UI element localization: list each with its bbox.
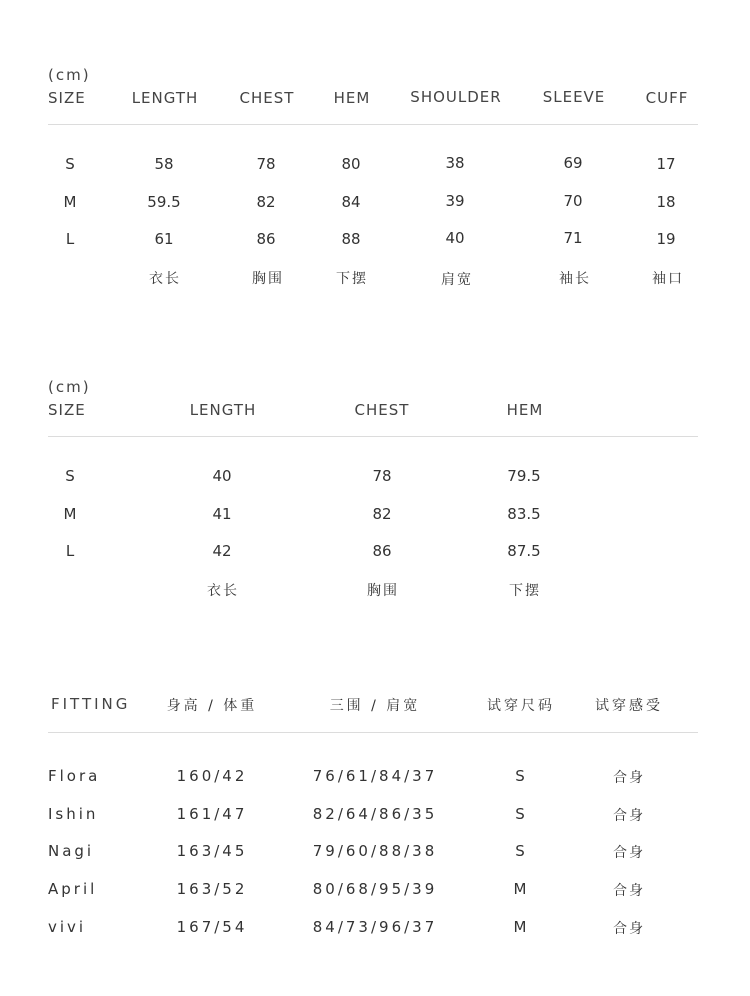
try-size: S bbox=[515, 805, 525, 823]
table-cell: 70 bbox=[563, 192, 583, 210]
table-cell: 82 bbox=[372, 505, 392, 523]
header-chest: CHEST bbox=[354, 401, 410, 419]
table-cell: 88 bbox=[341, 230, 361, 248]
table-cell: 69 bbox=[563, 154, 583, 172]
try-feel: 合身 bbox=[613, 883, 645, 899]
header-size: SIZE bbox=[48, 401, 86, 419]
try-size: M bbox=[513, 880, 527, 898]
table-cell: 82 bbox=[256, 193, 276, 211]
table-cell: 40 bbox=[212, 467, 232, 485]
table-cell: 78 bbox=[256, 155, 276, 173]
unit-label: (cm) bbox=[48, 378, 91, 396]
table-cell: 87.5 bbox=[507, 542, 541, 560]
header-hem: HEM bbox=[506, 401, 544, 419]
height-weight: 163/52 bbox=[176, 880, 248, 898]
model-name: vivi bbox=[48, 918, 87, 936]
table-cell: 40 bbox=[445, 229, 465, 247]
header-length: LENGTH bbox=[189, 401, 257, 419]
cn-label: 胸围 bbox=[252, 271, 284, 287]
try-size: M bbox=[513, 918, 527, 936]
table-cell: 18 bbox=[656, 193, 676, 211]
table-cell: M bbox=[63, 505, 77, 523]
table-cell: 17 bbox=[656, 155, 676, 173]
try-size: S bbox=[515, 767, 525, 785]
table-cell: 19 bbox=[656, 230, 676, 248]
header-cuff: CUFF bbox=[645, 89, 689, 107]
table-cell: L bbox=[65, 542, 75, 560]
cn-label: 衣长 bbox=[207, 583, 239, 599]
header-length: LENGTH bbox=[131, 89, 199, 107]
cn-label: 下摆 bbox=[336, 271, 368, 287]
table-cell: S bbox=[65, 467, 75, 485]
header-shoulder: SHOULDER bbox=[410, 88, 502, 106]
height-weight: 161/47 bbox=[176, 805, 248, 823]
table-cell: 41 bbox=[212, 505, 232, 523]
table-cell: 42 bbox=[212, 542, 232, 560]
table-cell: S bbox=[65, 155, 75, 173]
header-size: SIZE bbox=[48, 89, 86, 107]
table-cell: 78 bbox=[372, 467, 392, 485]
model-name: April bbox=[48, 880, 98, 898]
header-fitting: FITTING bbox=[51, 695, 131, 713]
try-feel: 合身 bbox=[613, 770, 645, 786]
header-divider bbox=[48, 732, 698, 733]
header-divider bbox=[48, 124, 698, 125]
table-cell: L bbox=[65, 230, 75, 248]
measurements: 79/60/88/38 bbox=[312, 842, 438, 860]
header-divider bbox=[48, 436, 698, 437]
try-feel: 合身 bbox=[613, 845, 645, 861]
table-cell: 80 bbox=[341, 155, 361, 173]
header-hem: HEM bbox=[333, 89, 371, 107]
measurements: 84/73/96/37 bbox=[312, 918, 438, 936]
table-cell: 61 bbox=[154, 230, 174, 248]
measurements: 82/64/86/35 bbox=[312, 805, 438, 823]
table-cell: 59.5 bbox=[147, 193, 181, 211]
try-size: S bbox=[515, 842, 525, 860]
table-cell: 39 bbox=[445, 192, 465, 210]
cn-label: 肩宽 bbox=[441, 272, 473, 288]
header-chest: CHEST bbox=[239, 89, 295, 107]
model-name: Ishin bbox=[48, 805, 99, 823]
measurements: 76/61/84/37 bbox=[312, 767, 438, 785]
cn-label: 袖口 bbox=[652, 271, 684, 287]
cn-label: 袖长 bbox=[559, 271, 591, 287]
table-cell: 86 bbox=[372, 542, 392, 560]
table-cell: 58 bbox=[154, 155, 174, 173]
header-height-weight: 身高 / 体重 bbox=[166, 698, 258, 714]
header-sleeve: SLEEVE bbox=[542, 88, 606, 106]
height-weight: 163/45 bbox=[176, 842, 248, 860]
table-cell: 38 bbox=[445, 154, 465, 172]
header-try-size: 试穿尺码 bbox=[487, 698, 555, 714]
unit-label: (cm) bbox=[48, 66, 91, 84]
try-feel: 合身 bbox=[613, 808, 645, 824]
try-feel: 合身 bbox=[613, 921, 645, 937]
model-name: Flora bbox=[48, 767, 101, 785]
cn-label: 下摆 bbox=[509, 583, 541, 599]
table-cell: 83.5 bbox=[507, 505, 541, 523]
table-cell: 84 bbox=[341, 193, 361, 211]
cn-label: 胸围 bbox=[367, 583, 399, 599]
header-try-feel: 试穿感受 bbox=[595, 698, 663, 714]
measurements: 80/68/95/39 bbox=[312, 880, 438, 898]
table-cell: 79.5 bbox=[507, 467, 541, 485]
table-cell: M bbox=[63, 193, 77, 211]
cn-label: 衣长 bbox=[149, 271, 181, 287]
height-weight: 167/54 bbox=[176, 918, 248, 936]
header-measurements: 三围 / 肩宽 bbox=[329, 698, 421, 714]
table-cell: 86 bbox=[256, 230, 276, 248]
height-weight: 160/42 bbox=[176, 767, 248, 785]
model-name: Nagi bbox=[48, 842, 95, 860]
table-cell: 71 bbox=[563, 229, 583, 247]
